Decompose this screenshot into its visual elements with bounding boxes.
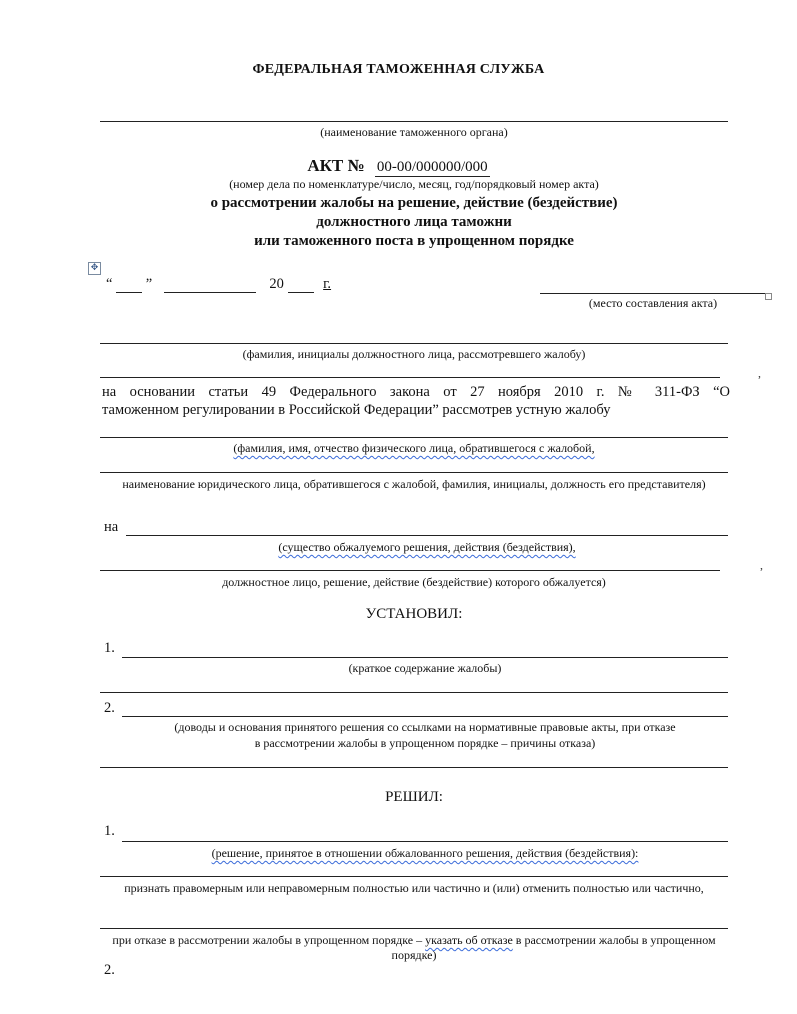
agency-title: ФЕДЕРАЛЬНАЯ ТАМОЖЕННАЯ СЛУЖБА (252, 62, 545, 77)
item-1-number: 1. (104, 640, 115, 656)
day-blank[interactable] (116, 292, 142, 293)
grounds-line-2 (100, 767, 728, 768)
margin-mark-1: , (758, 366, 761, 380)
appealed-caption: должностное лицо, решение, действие (бездействие) которого обжалуется) (222, 575, 606, 589)
act-label: АКТ № (307, 156, 365, 175)
act-number: 00-00/000000/000 (376, 159, 488, 175)
decision-line (122, 841, 728, 842)
summary-line-2 (100, 692, 728, 693)
official-line (100, 343, 728, 344)
place-caption: (место составления акта) (588, 296, 718, 310)
decision-caption: (решение, принятое в отношении обжалованного решения, действия (бездействия): (211, 846, 639, 860)
appealed-line (100, 570, 720, 571)
date-close-quote: ” (145, 276, 153, 292)
refusal-line (100, 928, 728, 929)
customs-body-caption: (наименование таможенного органа) (320, 125, 508, 139)
summary-line (122, 657, 728, 658)
year-blank[interactable] (288, 292, 314, 293)
customs-body-line (100, 121, 728, 122)
month-blank[interactable] (164, 292, 256, 293)
recognize-line (100, 876, 728, 877)
established-heading: УСТАНОВИЛ: (365, 606, 463, 622)
decision-item-2-number: 2. (104, 962, 115, 978)
official-caption: (фамилия, инициалы должностного лица, рассмотревшего жалобу) (242, 347, 586, 361)
grounds-caption-1: (доводы и основания принятого решения со ссылками на нормативные правовые акты, при отказе (174, 720, 676, 734)
basis-line-1: на основании статьи 49 Федерального закона от 27 ноября 2010 г. № 311-ФЗ “О (102, 384, 730, 400)
grounds-caption-2: в рассмотрении жалобы в упрощенном порядке – причины отказа) (254, 736, 596, 750)
refusal-caption: при отказе в рассмотрении жалобы в упрощенном порядке – указать об отказе в рассмотрении жалобы в упрощенном порядке) (112, 933, 716, 962)
official-line-2 (100, 377, 720, 378)
act-heading (0, 156, 797, 177)
recognize-caption: признать правомерным или неправомерным полностью или частично и (или) отменить полностью или частично, (124, 881, 704, 895)
basis-line-2: таможенном регулировании в Российской Федерации” рассмотрев устную жалобу (102, 402, 611, 418)
decision-item-1-number: 1. (104, 823, 115, 839)
on-label: на (104, 519, 119, 535)
year-suffix: г. (323, 276, 332, 292)
resize-handle[interactable] (765, 293, 772, 300)
grounds-line (122, 716, 728, 717)
case-number-caption: (номер дела по номенклатуре/число, месяц, год/порядковый номер акта) (229, 177, 599, 191)
act-title-line-1: о рассмотрении жалобы на решение, действие (бездействие) (210, 195, 618, 211)
place-line (540, 293, 766, 294)
legal-entity-line (100, 472, 728, 473)
essence-caption: (существо обжалуемого решения, действия (бездействия), (278, 540, 576, 554)
year-prefix: 20 (269, 276, 284, 292)
date-open-quote: “ (106, 276, 113, 292)
date-row (106, 276, 331, 293)
act-title-line-3: или таможенного поста в упрощенном порядке (254, 233, 574, 249)
decided-heading: РЕШИЛ: (385, 789, 443, 805)
essence-line (126, 535, 728, 536)
individual-caption: (фамилия, имя, отчество физического лица, обратившегося с жалобой, (233, 441, 595, 455)
item-2-number: 2. (104, 700, 115, 716)
summary-caption: (краткое содержание жалобы) (348, 661, 502, 675)
margin-mark-2: , (760, 558, 763, 572)
individual-line (100, 437, 728, 438)
legal-entity-caption: наименование юридического лица, обратившегося с жалобой, фамилия, инициалы, должность его представителя) (122, 477, 706, 491)
move-anchor-icon[interactable]: ✥ (88, 262, 101, 275)
act-title-line-2: должностного лица таможни (316, 214, 512, 230)
